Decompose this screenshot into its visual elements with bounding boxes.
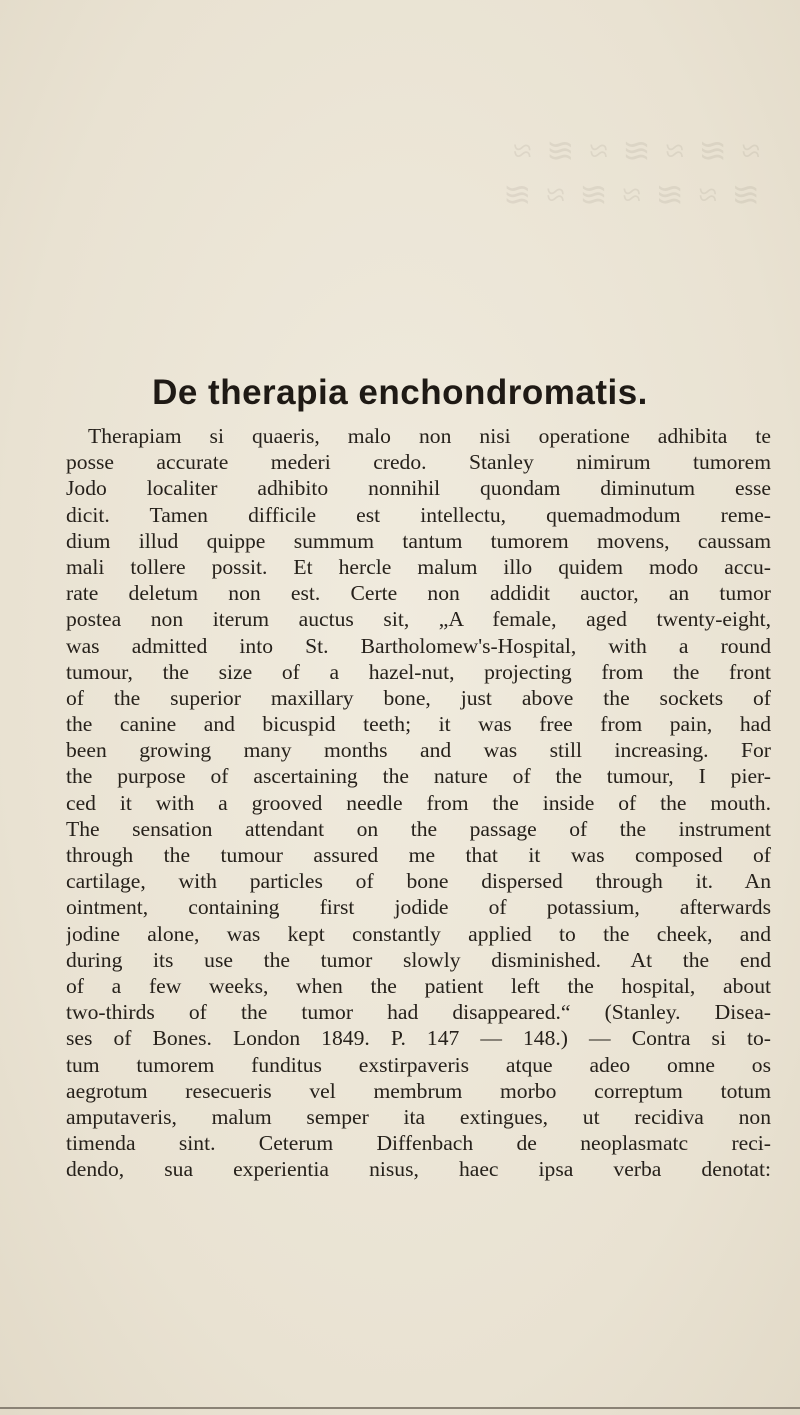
bottom-edge-rule — [0, 1407, 800, 1409]
text-line: dicit. Tamen difficile est intellectu, quemadmodum reme- — [66, 502, 771, 527]
text-line: of a few weeks, when the patient left the hospital, about — [66, 973, 771, 998]
text-line: mali tollere possit. Et hercle malum illo quidem modo accu- — [66, 554, 771, 579]
text-line: ced it with a grooved needle from the inside of the mouth. — [66, 790, 771, 815]
text-line: the canine and bicuspid teeth; it was free from pain, had — [66, 712, 771, 737]
text-line: posse accurate mederi credo. Stanley nimirum tumorem — [66, 450, 771, 475]
text-line: tumour, the size of a hazel-nut, projecting from the front — [66, 659, 771, 684]
text-line: dendo, sua experientia nisus, haec ipsa verba denotat: — [66, 1157, 771, 1182]
text-line: ses of Bones. London 1849. P. 147 — 148.) — Contra si to- — [66, 1026, 771, 1051]
text-line: of the superior maxillary bone, just above the sockets of — [66, 685, 771, 710]
text-line: was admitted into St. Bartholomew's-Hospital, with a round — [66, 633, 771, 658]
text-line: timenda sint. Ceterum Diffenbach de neoplasmatc reci- — [66, 1131, 771, 1156]
text-line: through the tumour assured me that it was composed of — [66, 843, 771, 867]
text-line: postea non iterum auctus sit, „A female, aged twenty-eight, — [66, 607, 771, 632]
text-line: aegrotum resecueris vel membrum morbo correptum totum — [66, 1078, 771, 1103]
text-line: the purpose of ascertaining the nature of the tumour, I pier- — [66, 764, 771, 789]
text-line: Jodo localiter adhibito nonnihil quondam diminutum esse — [66, 476, 771, 501]
text-line: rate deletum non est. Certe non addidit auctor, an tumor — [66, 581, 771, 606]
page-title: De therapia enchondromatis. — [152, 373, 648, 413]
text-line: ointment, containing first jodide of potassium, afterwards — [66, 895, 771, 920]
text-line: Therapiam si quaeris, malo non nisi operatione adhibita te — [88, 424, 771, 448]
body-text — [66, 423, 771, 1182]
text-line: tum tumorem funditus exstirpaveris atque adeo omne os — [66, 1052, 771, 1077]
text-line: during its use the tumor slowly disminished. At the end — [66, 947, 771, 972]
text-line: two-thirds of the tumor had disappeared.“ (Stanley. Disea- — [66, 1000, 771, 1025]
text-line: amputaveris, malum semper ita extingues, ut recidiva non — [66, 1104, 771, 1129]
text-line: dium illud quippe summum tantum tumorem movens, caussam — [66, 528, 771, 553]
bleed-through-text: ≈ ≋ ≈ ≋ ≈ ≋ ≈ ≋ ≈ ≋ ≈ ≋ ≈ ≋ — [500, 133, 760, 214]
text-line: cartilage, with particles of bone dispersed through it. An — [66, 869, 771, 894]
text-line: jodine alone, was kept constantly applied to the cheek, and — [66, 921, 771, 946]
text-line: been growing many months and was still increasing. For — [66, 738, 771, 763]
text-line: The sensation attendant on the passage of the instrument — [66, 816, 771, 841]
